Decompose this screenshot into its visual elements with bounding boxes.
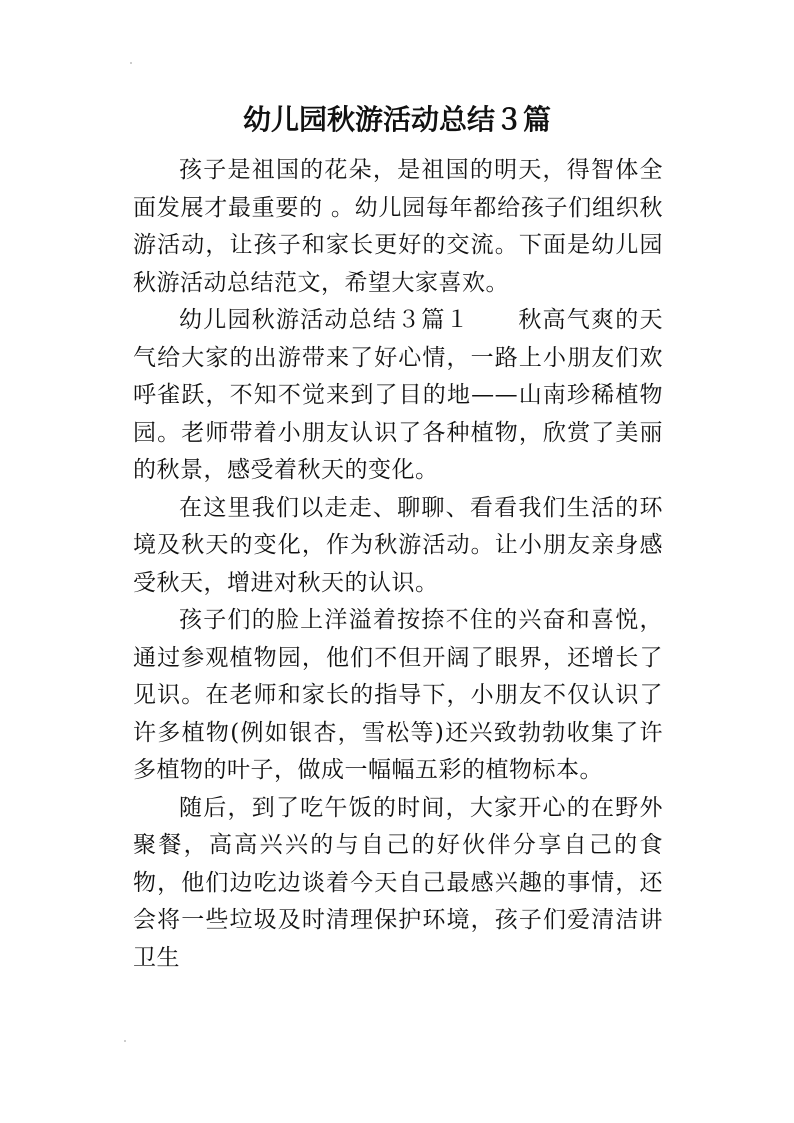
scan-speck-bottom	[124, 1040, 126, 1042]
document-title: 幼儿园秋游活动总结３篇	[242, 103, 551, 136]
scan-speck-top	[130, 62, 132, 64]
paragraph-lunch: 随后，到了吃午饭的时间，大家开心的在野外聚餐，高高兴兴的与自己的好伙伴分享自己的食物，他们边吃边谈着今天自己最感兴趣的事情，还会将一些垃圾及时清理保护环境，孩子们爱清洁讲卫生	[133, 794, 663, 971]
document-body	[133, 152, 663, 977]
paragraph-intro: 孩子是祖国的花朵，是祖国的明天，得智体全面发展才最重要的 。幼儿园每年都给孩子们组织秋游活动，让孩子和家长更好的交流。下面是幼儿园秋游活动总结范文，希望大家喜欢。	[133, 157, 663, 296]
paragraph-summary-1: 幼儿园秋游活动总结３篇１ 秋高气爽的天气给大家的出游带来了好心情，一路上小朋友们欢呼雀跃，不知不觉来到了目的地——山南珍稀植物园。老师带着小朋友认识了各种植物，欣赏了美丽的秋景，感受着秋天的变化。	[133, 307, 663, 483]
paragraph-plants: 孩子们的脸上洋溢着按捺不住的兴奋和喜悦，通过参观植物园，他们不但开阔了眼界，还增长了见识。在老师和家长的指导下，小朋友不仅认识了许多植物(例如银杏，雪松等)还兴致勃勃收集了许多植物的叶子，做成一幅幅五彩的植物标本。	[133, 607, 663, 783]
paragraph-autumn: 在这里我们以走走、聊聊、看看我们生活的环境及秋天的变化，作为秋游活动。让小朋友亲身感受秋天，增进对秋天的认识。	[133, 494, 663, 596]
